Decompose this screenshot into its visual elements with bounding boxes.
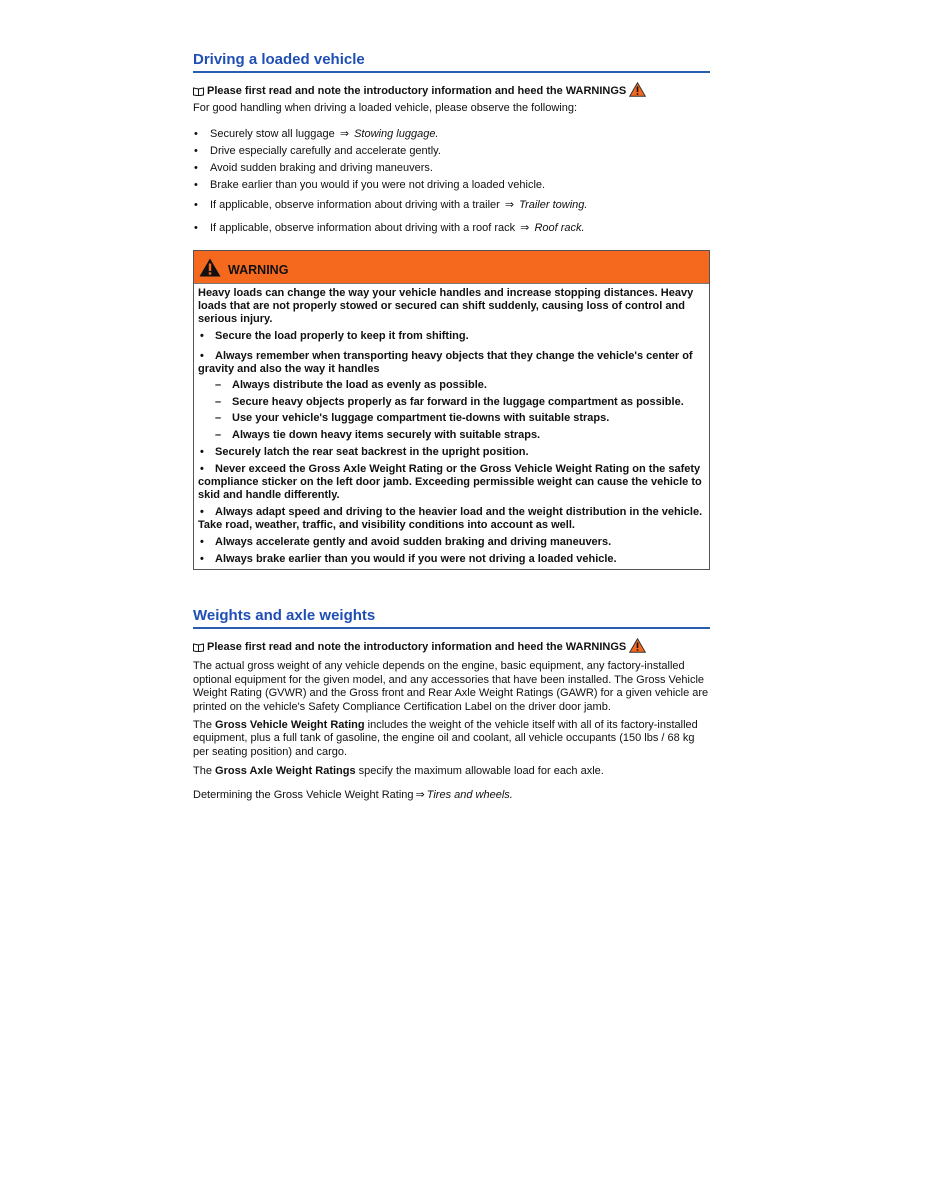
- cross-reference-link[interactable]: Roof rack.: [534, 222, 585, 235]
- warning-item: • Always remember when transporting heavy objects that they change the vehicle's center of gravity and also the way it handles: [198, 350, 693, 376]
- weights-section: [193, 608, 710, 802]
- bullet-glyph: •: [194, 222, 198, 235]
- term-gvwr: Gross Vehicle Weight Rating: [215, 719, 365, 732]
- bullet-glyph: •: [200, 446, 204, 459]
- bullet-glyph: •: [194, 199, 198, 212]
- warning-box: [193, 250, 710, 570]
- warning-subitem: – Always tie down heavy items securely with suitable straps.: [215, 428, 541, 441]
- warning-body: [194, 284, 709, 569]
- bullet-glyph: •: [200, 506, 204, 519]
- warning-triangle-icon: [629, 638, 646, 653]
- warning-title: WARNING: [228, 263, 289, 278]
- term-gawr: Gross Axle Weight Ratings: [215, 765, 356, 778]
- section-title-weights: Weights and axle weights: [193, 608, 710, 629]
- warning-item: • Secure the load properly to keep it from shifting.: [200, 330, 469, 343]
- warning-triangle-icon: [199, 258, 221, 277]
- list-item: • Avoid sudden braking and driving maneuvers.: [194, 162, 433, 175]
- cross-reference-link[interactable]: Tires and wheels.: [426, 788, 513, 801]
- manual-page: [193, 52, 710, 802]
- intro-text: Please first read and note the introductory information and heed the WARNINGS: [207, 85, 627, 97]
- list-item: • If applicable, observe information about driving with a trailer ⇒ Trailer towing.: [194, 199, 588, 212]
- warning-item: • Never exceed the Gross Axle Weight Rating or the Gross Vehicle Weight Rating on the safety compliance sticker on the left door jamb. Exceeding permissible weight can cause the vehicle to skid and handle differently.: [198, 463, 702, 502]
- warning-triangle-icon: [629, 82, 646, 97]
- list-item: • If applicable, observe information about driving with a roof rack ⇒ Roof rack.: [194, 222, 585, 235]
- weights-paragraph-4: Determining the Gross Vehicle Weight Rating ⇒ Tires and wheels.: [193, 788, 513, 801]
- arrow-icon: ⇒: [504, 199, 515, 212]
- list-item: • Brake earlier than you would if you were not driving a loaded vehicle.: [194, 179, 546, 192]
- list-item: • Securely stow all luggage ⇒ Stowing luggage.: [194, 128, 439, 141]
- warning-item: • Always brake earlier than you would if you were not driving a loaded vehicle.: [200, 553, 617, 566]
- intro-text: Please first read and note the introductory information and heed the WARNINGS: [207, 641, 627, 654]
- warning-lead: Heavy loads can change the way your vehicle handles and increase stopping distances. Heavy loads that are not properly stowed or secured can shift suddenly, causing loss of control and serious injury.: [198, 287, 694, 326]
- dash-glyph: –: [215, 379, 222, 392]
- bullet-glyph: •: [200, 463, 204, 476]
- bullet-glyph: •: [200, 330, 204, 343]
- warning-subitem: – Use your vehicle's luggage compartment tie-downs with suitable straps.: [215, 412, 610, 425]
- warning-header: [194, 251, 709, 284]
- warning-subitem: – Secure heavy objects properly as far forward in the luggage compartment as possible.: [215, 395, 684, 408]
- bullet-glyph: •: [194, 145, 198, 158]
- cross-reference-link[interactable]: Stowing luggage.: [354, 128, 439, 141]
- weights-paragraph-3: The Gross Axle Weight Ratings specify the maximum allowable load for each axle.: [193, 765, 604, 778]
- warning-item: • Securely latch the rear seat backrest in the upright position.: [200, 446, 529, 459]
- bullet-glyph: •: [194, 162, 198, 175]
- bullet-glyph: •: [200, 350, 204, 363]
- weights-paragraph-2: The Gross Vehicle Weight Rating includes the weight of the vehicle itself with all of its factory-installed equipment, plus a full tank of gasoline, the engine oil and coolant, all vehicle occupants (150 lbs / 68 kg per seating position) and cargo.: [193, 719, 698, 758]
- cross-reference-link[interactable]: Trailer towing.: [519, 199, 588, 212]
- warning-item: • Always accelerate gently and avoid sudden braking and driving maneuvers.: [200, 536, 612, 549]
- section-title-driving-loaded: Driving a loaded vehicle: [193, 52, 710, 73]
- intro-line: [193, 639, 710, 655]
- warning-item: • Always adapt speed and driving to the heavier load and the weight distribution in the vehicle. Take road, weather, traffic, and visibility conditions into account as well.: [198, 506, 703, 532]
- bullet-glyph: •: [200, 536, 204, 549]
- dash-glyph: –: [215, 428, 222, 441]
- dash-glyph: –: [215, 412, 222, 425]
- dash-glyph: –: [215, 395, 222, 408]
- intro-line: [193, 83, 710, 99]
- book-icon: [193, 643, 204, 652]
- arrow-icon: ⇒: [520, 222, 530, 235]
- handling-list: [193, 128, 710, 242]
- lead-paragraph: For good handling when driving a loaded vehicle, please observe the following:: [193, 102, 578, 114]
- arrow-icon: ⇒: [339, 128, 350, 141]
- book-icon: [193, 87, 204, 96]
- list-item: • Drive especially carefully and accelerate gently.: [194, 145, 441, 158]
- arrow-icon: ⇒: [415, 788, 425, 801]
- bullet-glyph: •: [194, 179, 198, 192]
- bullet-glyph: •: [194, 128, 198, 141]
- bullet-glyph: •: [200, 553, 204, 566]
- weights-paragraph-1: The actual gross weight of any vehicle depends on the engine, basic equipment, any factory-installed optional equipment for the given model, and any accessories that have been installed. The Gross Vehicle Weight Rating (GVWR) and the Gross front and Rear Axle Weight Ratings (GAWR) for a given vehicle are printed on the vehicle's Safety Compliance Certification Label on the driver door jamb.: [193, 660, 709, 713]
- warning-subitem: – Always distribute the load as evenly as possible.: [215, 379, 487, 392]
